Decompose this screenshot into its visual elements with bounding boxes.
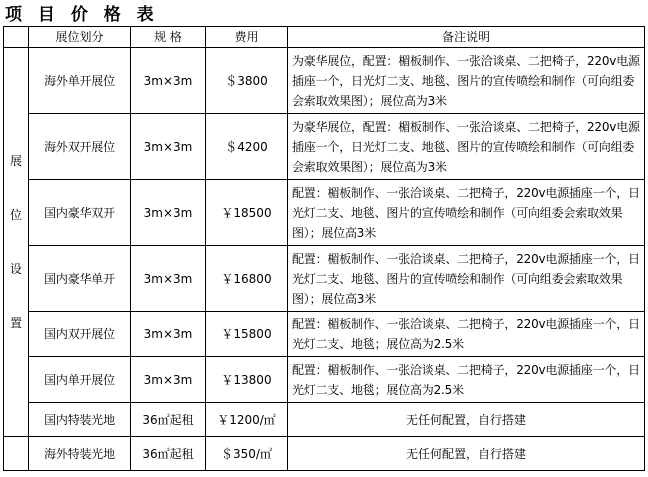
table-row (4, 246, 645, 312)
spec-cell: 36㎡起租 (131, 437, 206, 471)
spec-cell: 3m×3m (131, 246, 206, 312)
category-char: 位 (9, 208, 22, 222)
fee-cell: ＄4200 (206, 114, 288, 180)
table-row (4, 312, 645, 357)
division-cell: 海外单开展位 (29, 48, 131, 114)
category-blank (4, 437, 29, 471)
remarks-cell: 无任何配置，自行搭建 (288, 437, 645, 471)
spec-cell: 3m×3m (131, 114, 206, 180)
header-fee: 费用 (206, 27, 288, 48)
remarks-cell: 配置：楣板制作、一张洽谈桌、二把椅子，220v电源插座一个，日光灯二支、地毯；展位高为2.5米 (288, 357, 645, 403)
fee-cell: ＄3800 (206, 48, 288, 114)
header-row (4, 27, 645, 48)
fee-cell: ￥1200/㎡ (206, 403, 288, 437)
category-char: 置 (9, 316, 22, 330)
fee-cell: ＄350/㎡ (206, 437, 288, 471)
price-table (3, 26, 645, 471)
table-row (4, 48, 645, 114)
category-label (4, 48, 29, 437)
header-spec: 规 格 (131, 27, 206, 48)
table-row (4, 114, 645, 180)
header-remarks: 备注说明 (288, 27, 645, 48)
remarks-cell: 配置：楣板制作、一张洽谈桌、二把椅子，220v电源插座一个，日光灯二支、地毯、图片的宣传喷绘和制作（可向组委会索取效果图）；展位高3米 (288, 180, 645, 246)
header-division: 展位划分 (29, 27, 131, 48)
division-cell: 海外特装光地 (29, 437, 131, 471)
fee-cell: ￥13800 (206, 357, 288, 403)
division-cell: 国内双开展位 (29, 312, 131, 357)
fee-cell: ￥16800 (206, 246, 288, 312)
remarks-cell: 无任何配置，自行搭建 (288, 403, 645, 437)
spec-cell: 3m×3m (131, 357, 206, 403)
remarks-cell: 为豪华展位，配置：楣板制作、一张洽谈桌、二把椅子，220v电源插座一个，日光灯二支、地毯、图片的宣传喷绘和制作（可向组委会索取效果图）；展位高为3米 (288, 114, 645, 180)
header-blank (4, 27, 29, 48)
spec-cell: 36㎡起租 (131, 403, 206, 437)
division-cell: 国内豪华单开 (29, 246, 131, 312)
fee-cell: ￥15800 (206, 312, 288, 357)
spec-cell: 3m×3m (131, 180, 206, 246)
spec-cell: 3m×3m (131, 312, 206, 357)
division-cell: 国内特装光地 (29, 403, 131, 437)
division-cell: 海外双开展位 (29, 114, 131, 180)
page-title: 项 目 价 格 表 (5, 5, 159, 25)
table-row (4, 180, 645, 246)
remarks-cell: 为豪华展位，配置：楣板制作、一张洽谈桌、二把椅子，220v电源插座一个，日光灯二支、地毯、图片的宣传喷绘和制作（可向组委会索取效果图）；展位高为3米 (288, 48, 645, 114)
table-row (4, 357, 645, 403)
remarks-cell: 配置：楣板制作、一张洽谈桌、二把椅子，220v电源插座一个，日光灯二支、地毯、图片的宣传喷绘和制作（可向组委会索取效果图）；展位高3米 (288, 246, 645, 312)
division-cell: 国内单开展位 (29, 357, 131, 403)
remarks-cell: 配置：楣板制作、一张洽谈桌、二把椅子，220v电源插座一个，日光灯二支、地毯；展位高为2.5米 (288, 312, 645, 357)
table-row (4, 437, 645, 471)
table-row (4, 403, 645, 437)
fee-cell: ￥18500 (206, 180, 288, 246)
category-char: 设 (9, 262, 22, 276)
category-char: 展 (9, 154, 22, 168)
division-cell: 国内豪华双开 (29, 180, 131, 246)
spec-cell: 3m×3m (131, 48, 206, 114)
